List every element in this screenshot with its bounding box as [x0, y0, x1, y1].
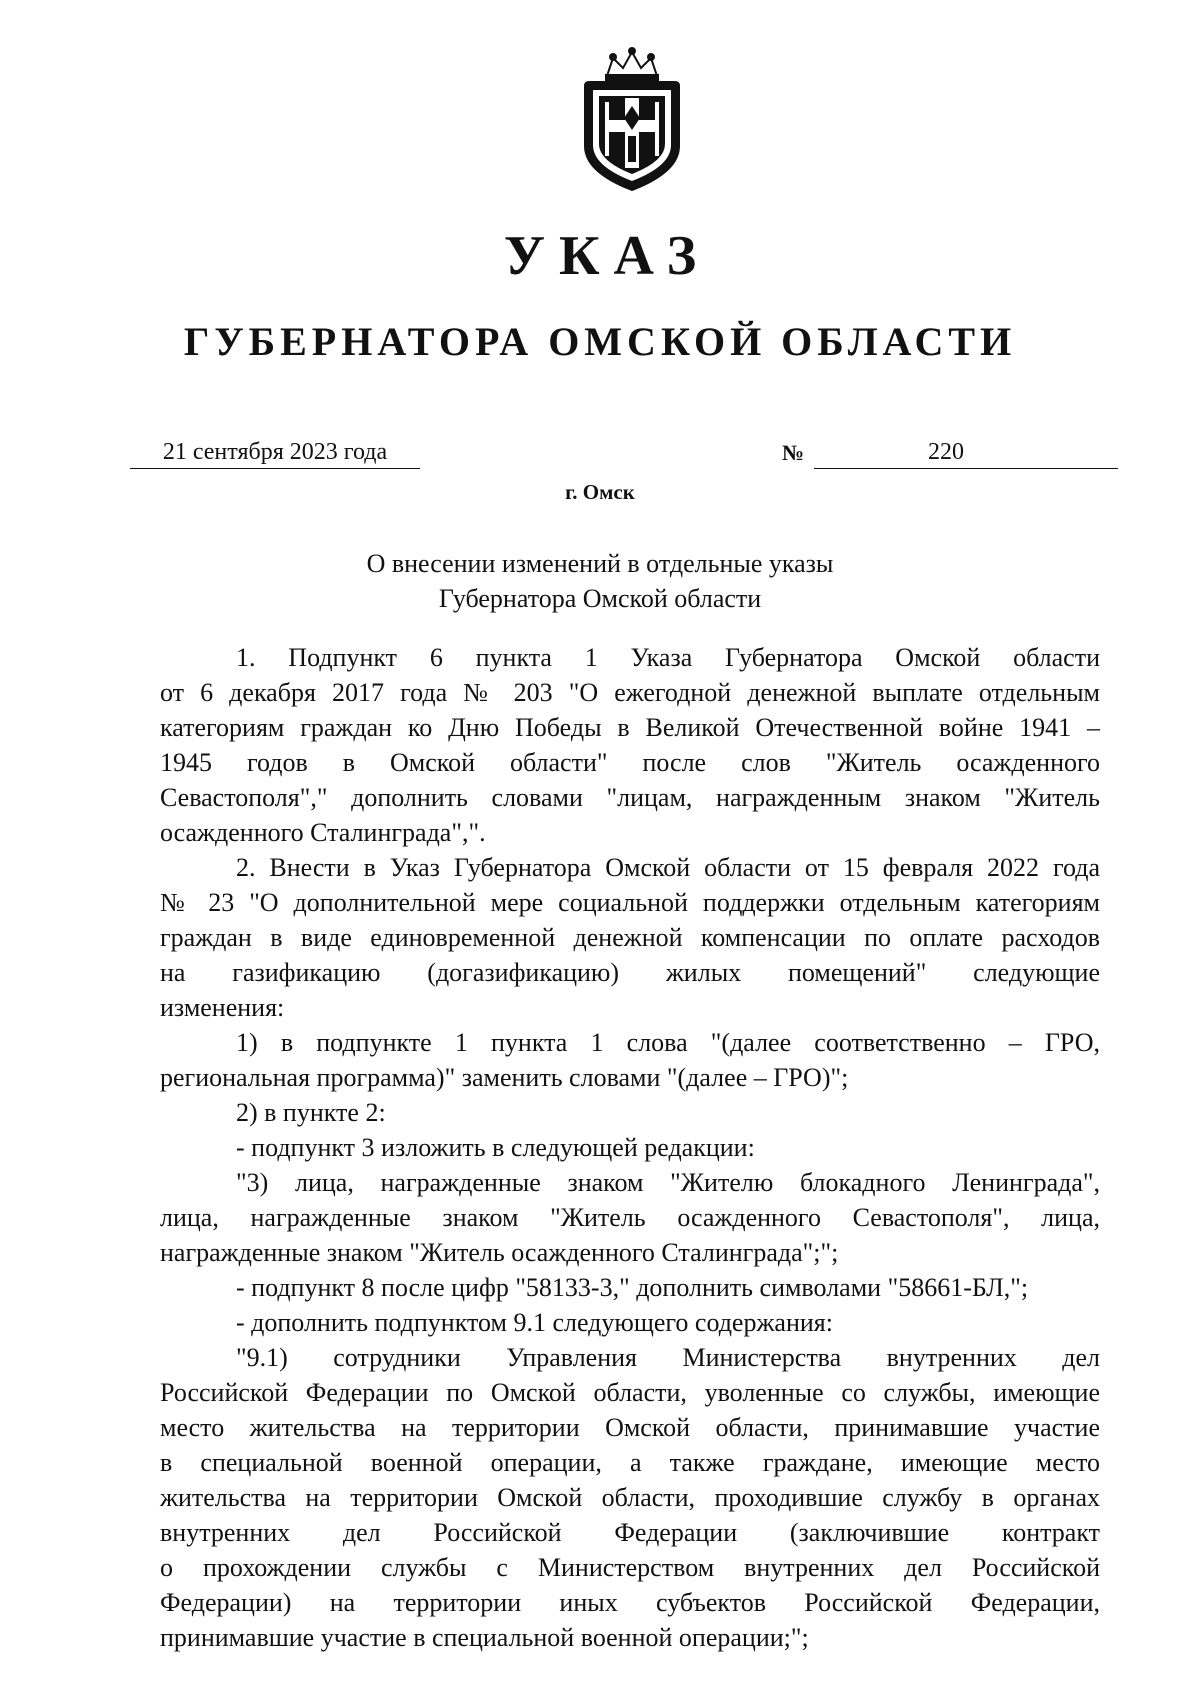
body-line: Севастополя"," дополнить словами "лицам, награжденным знаком "Житель — [160, 783, 1100, 812]
omsk-coat-of-arms-icon — [573, 46, 691, 194]
document-subtitle: ГУБЕРНАТОРА ОМСКОЙ ОБЛАСТИ — [183, 319, 1017, 364]
body-line: о прохождении службы с Министерством внутренних дел Российской — [160, 1553, 1100, 1582]
body-line: № 23 "О дополнительной мере социальной поддержки отдельным категориям — [160, 888, 1100, 917]
body-line: в специальной военной операции, а также граждане, имеющие место — [160, 1448, 1100, 1477]
body-line: Федерации) на территории иных субъектов Российской Федерации, — [160, 1588, 1100, 1617]
body-line: место жительства на территории Омской области, принимавшие участие — [160, 1413, 1100, 1442]
document-number-label: № — [782, 440, 805, 465]
body-line: на газификацию (догазификацию) жилых помещений" следующие — [160, 958, 1100, 987]
body-line: принимавшие участие в специальной военной операции;"; — [160, 1623, 809, 1652]
body-line: "3) лица, награжденные знаком "Жителю блокадного Ленинграда", — [236, 1168, 1100, 1197]
body-line: 2. Внести в Указ Губернатора Омской области от 15 февраля 2022 года — [236, 853, 1100, 882]
document-date: 21 сентября 2023 года — [130, 440, 420, 469]
body-line: 1. Подпункт 6 пункта 1 Указа Губернатора Омской области — [236, 643, 1100, 672]
body-line: Российской Федерации по Омской области, уволенные со службы, имеющие — [160, 1378, 1100, 1407]
body-line: изменения: — [160, 993, 285, 1022]
document-city: г. Омск — [565, 480, 635, 504]
body-line: внутренних дел Российской Федерации (заключившие контракт — [160, 1518, 1100, 1547]
body-line: 2) в пункте 2: — [236, 1098, 386, 1127]
document-heading — [0, 546, 1200, 616]
body-line: жительства на территории Омской области, проходившие службу в органах — [160, 1483, 1100, 1512]
document-body — [160, 640, 1100, 1655]
body-line: осажденного Сталинграда",". — [160, 818, 486, 847]
body-line: 1945 годов в Омской области" после слов "Житель осажденного — [160, 748, 1100, 777]
body-line: "9.1) сотрудники Управления Министерства внутренних дел — [236, 1343, 1100, 1372]
body-line: региональная программа)" заменить словами "(далее – ГРО)"; — [160, 1063, 849, 1092]
document-number: 220 — [814, 440, 1118, 469]
body-line: - подпункт 3 изложить в следующей редакции: — [236, 1133, 755, 1162]
body-line: категориям граждан ко Дню Победы в Великой Отечественной войне 1941 – — [160, 713, 1100, 742]
body-line: от 6 декабря 2017 года № 203 "О ежегодной денежной выплате отдельным — [160, 678, 1100, 707]
heading-line: О внесении изменений в отдельные указы — [366, 549, 834, 578]
body-line: - подпункт 8 после цифр "58133-3," дополнить символами "58661-БЛ,"; — [236, 1273, 1029, 1302]
body-line: 1) в подпункте 1 пункта 1 слова "(далее соответственно – ГРО, — [236, 1028, 1100, 1057]
body-line: граждан в виде единовременной денежной компенсации по оплате расходов — [160, 923, 1100, 952]
document-title: УКАЗ — [503, 225, 711, 287]
body-line: - дополнить подпунктом 9.1 следующего содержания: — [236, 1308, 833, 1337]
body-line: лица, награжденные знаком "Житель осажденного Севастополя", лица, — [160, 1203, 1100, 1232]
heading-line: Губернатора Омской области — [438, 584, 762, 613]
body-line: награжденные знаком "Житель осажденного Сталинграда";"; — [160, 1238, 839, 1267]
